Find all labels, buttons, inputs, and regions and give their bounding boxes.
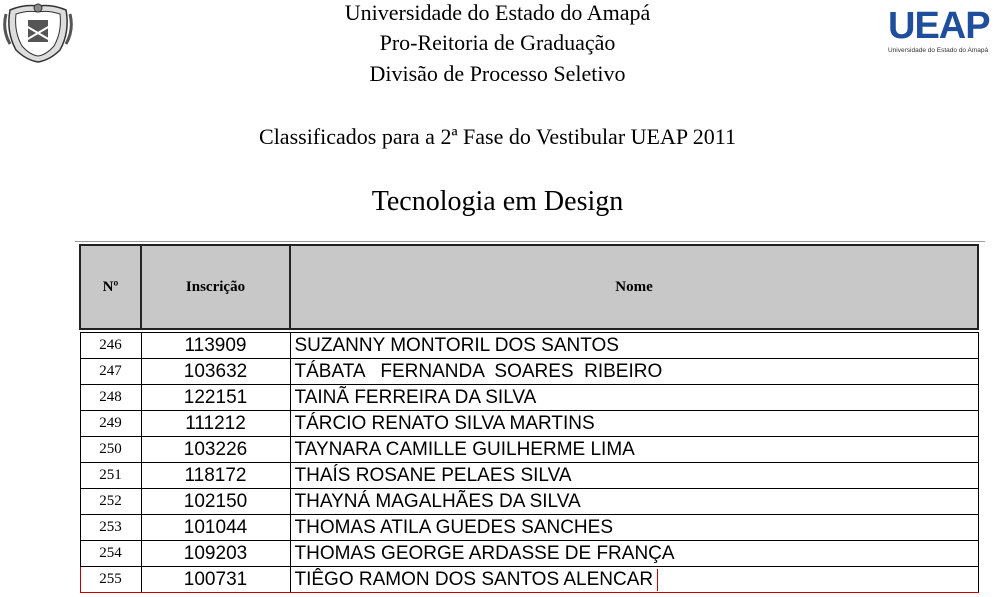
classification-table [79,244,979,593]
row-nome: TAYNARA CAMILLE GUILHERME LIMA [290,437,978,463]
row-num: 250 [80,437,141,463]
table-row [80,333,978,359]
row-nome [290,567,978,593]
table-row-highlighted [80,567,978,593]
logo-subtitle: Universidade do Estado do Amapá [888,47,989,54]
course-title: Tecnologia em Design [371,186,624,217]
pro-rectorate-name: Pro-Reitoria de Graduação [379,30,616,55]
row-num: 251 [80,463,141,489]
table-row [80,359,978,385]
table-row [80,515,978,541]
row-inscricao: 101044 [141,515,290,541]
row-inscricao: 103226 [141,437,290,463]
row-num: 246 [80,333,141,359]
row-nome: TÁBATA FERNANDA SOARES RIBEIRO [290,359,978,385]
row-nome: THAYNÁ MAGALHÃES DA SILVA [290,489,978,515]
row-num: 255 [80,567,141,593]
row-inscricao: 102150 [141,489,290,515]
header-num: Nº [80,245,141,329]
university-name: Universidade do Estado do Amapá [344,0,651,25]
header-nome: Nome [290,245,978,329]
row-inscricao: 109203 [141,541,290,567]
row-num: 249 [80,411,141,437]
table-row [80,463,978,489]
table-row [80,385,978,411]
row-inscricao: 111212 [141,411,290,437]
row-inscricao: 118172 [141,463,290,489]
row-nome: TÁRCIO RENATO SILVA MARTINS [290,411,978,437]
row-inscricao: 113909 [141,333,290,359]
header-inscricao: Inscrição [141,245,290,329]
logo-letters: UEAP [888,5,990,47]
row-nome: THOMAS ATILA GUEDES SANCHES [290,515,978,541]
row-num: 252 [80,489,141,515]
row-inscricao: 100731 [141,567,290,593]
row-num: 247 [80,359,141,385]
row-num: 253 [80,515,141,541]
row-inscricao: 122151 [141,385,290,411]
table-row [80,437,978,463]
document-subtitle: Classificados para a 2ª Fase do Vestibular UEAP 2011 [259,124,736,149]
ueap-logo [888,6,992,60]
row-num: 248 [80,385,141,411]
row-nome: THAÍS ROSANE PELAES SILVA [290,463,978,489]
row-nome: SUZANNY MONTORIL DOS SANTOS [290,333,978,359]
table-row [80,411,978,437]
row-inscricao: 103632 [141,359,290,385]
table-row [80,489,978,515]
row-nome: THOMAS GEORGE ARDASSE DE FRANÇA [290,541,978,567]
row-nome-text: TIÊGO RAMON DOS SANTOS ALENCAR [295,569,659,591]
division-name: Divisão de Processo Seletivo [369,61,626,86]
row-nome: TAINÃ FERREIRA DA SILVA [290,385,978,411]
divider [75,241,985,242]
row-num: 254 [80,541,141,567]
table-row [80,541,978,567]
